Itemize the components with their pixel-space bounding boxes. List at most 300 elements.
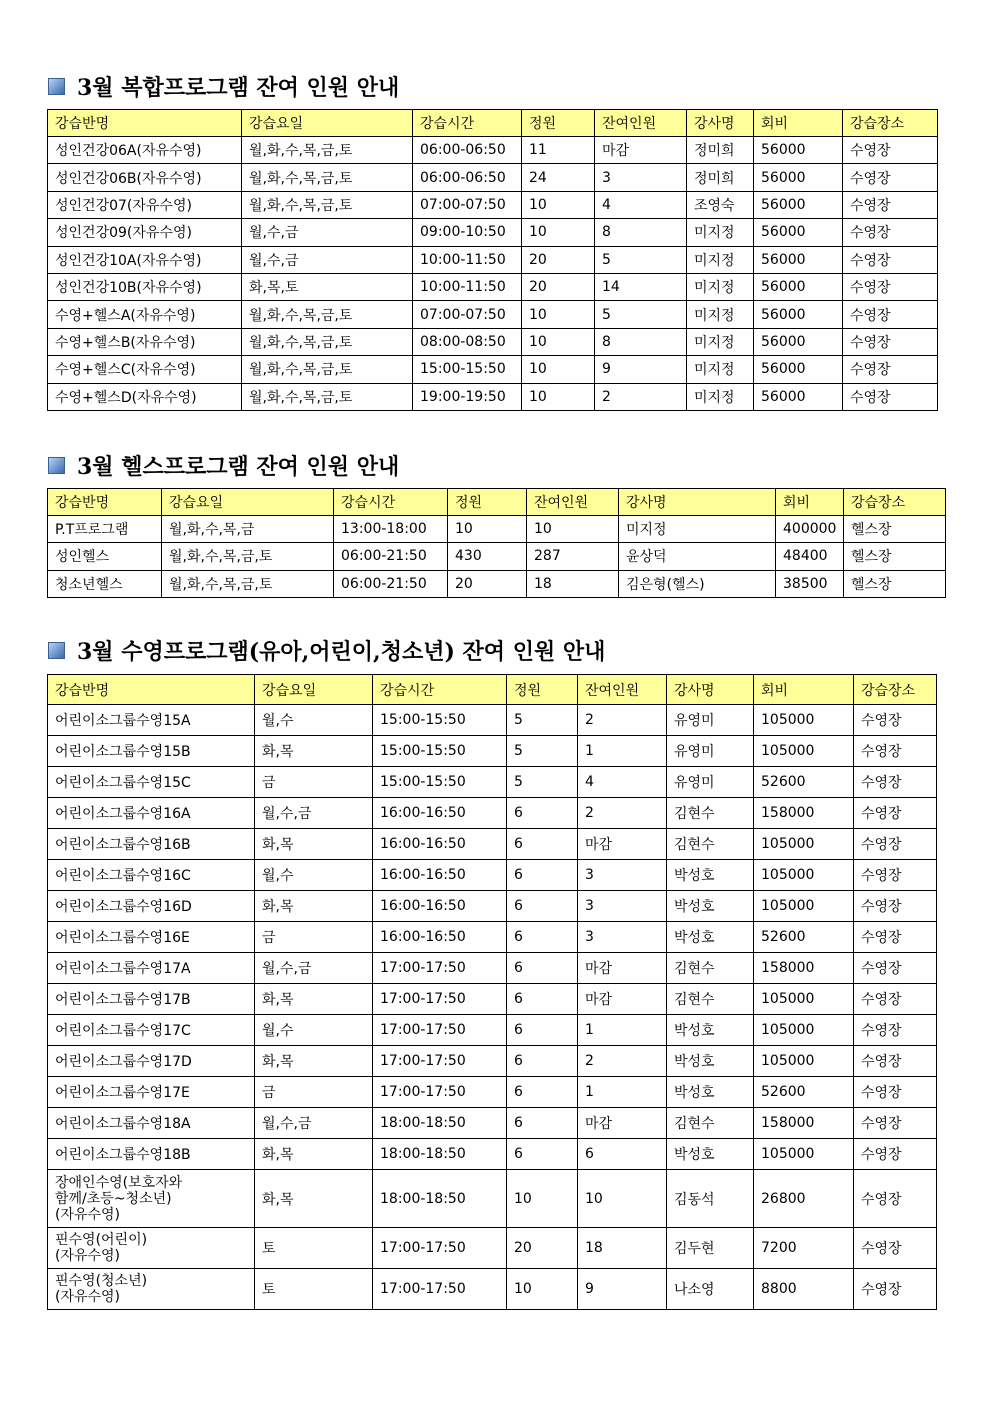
cell-class-name: 어린이소그룹수영15C <box>48 767 255 798</box>
cell-class-name: 성인건강10A(자유수영) <box>48 246 242 273</box>
cell-instructor: 미지정 <box>687 219 754 246</box>
cell-fee: 26800 <box>754 1170 854 1228</box>
cell-time: 17:00-17:50 <box>373 1228 507 1269</box>
column-header-location: 강습장소 <box>843 110 938 137</box>
cell-days: 토 <box>255 1269 373 1310</box>
cell-remaining: 1 <box>578 1077 667 1108</box>
cell-location: 수영장 <box>854 736 937 767</box>
cell-location: 수영장 <box>843 191 938 218</box>
cell-capacity: 6 <box>507 891 578 922</box>
cell-remaining: 5 <box>595 301 687 328</box>
cell-remaining: 마감 <box>595 137 687 164</box>
cell-instructor: 김동석 <box>667 1170 754 1228</box>
cell-remaining: 18 <box>578 1228 667 1269</box>
cell-class-name: 수영+헬스A(자유수영) <box>48 301 242 328</box>
cell-capacity: 10 <box>522 383 595 410</box>
cell-days: 월,수 <box>255 1015 373 1046</box>
cell-fee: 52600 <box>754 767 854 798</box>
cell-class-name: 핀수영(청소년) (자유수영) <box>48 1269 255 1310</box>
cell-days: 월,화,수,목,금,토 <box>242 164 413 191</box>
cell-fee: 105000 <box>754 1046 854 1077</box>
cell-capacity: 20 <box>522 246 595 273</box>
cell-time: 07:00-07:50 <box>413 191 522 218</box>
cell-instructor: 김현수 <box>667 1108 754 1139</box>
column-header-time: 강습시간 <box>373 675 507 705</box>
cell-class-name: 어린이소그룹수영18B <box>48 1139 255 1170</box>
cell-time: 16:00-16:50 <box>373 829 507 860</box>
table-row <box>48 246 938 273</box>
cell-class-name: 성인건강10B(자유수영) <box>48 273 242 300</box>
cell-remaining: 2 <box>578 798 667 829</box>
cell-instructor: 윤상덕 <box>619 543 776 570</box>
cell-location: 수영장 <box>854 1170 937 1228</box>
column-header-remaining: 잔여인원 <box>527 489 619 516</box>
cell-days: 금 <box>255 767 373 798</box>
table-row <box>48 1046 937 1077</box>
cell-fee: 56000 <box>754 328 843 355</box>
cell-time: 16:00-16:50 <box>373 922 507 953</box>
cell-time: 10:00-11:50 <box>413 246 522 273</box>
cell-class-name: 어린이소그룹수영18A <box>48 1108 255 1139</box>
table-row <box>48 1269 937 1310</box>
column-header-instructor: 강사명 <box>619 489 776 516</box>
cell-location: 수영장 <box>843 164 938 191</box>
cell-capacity: 11 <box>522 137 595 164</box>
table-row <box>48 516 946 543</box>
column-header-capacity: 정원 <box>522 110 595 137</box>
cell-capacity: 10 <box>507 1269 578 1310</box>
table-row <box>48 1228 937 1269</box>
cell-class-name: 성인헬스 <box>48 543 162 570</box>
cell-capacity: 6 <box>507 984 578 1015</box>
blue-square-bullet-icon <box>48 642 65 659</box>
cell-location: 수영장 <box>854 798 937 829</box>
cell-class-name: 어린이소그룹수영17C <box>48 1015 255 1046</box>
column-header-instructor: 강사명 <box>687 110 754 137</box>
cell-class-name: 수영+헬스B(자유수영) <box>48 328 242 355</box>
table-row <box>48 829 937 860</box>
cell-remaining: 18 <box>527 570 619 597</box>
cell-location: 수영장 <box>854 1269 937 1310</box>
cell-fee: 158000 <box>754 798 854 829</box>
cell-class-name: 핀수영(어린이) (자유수영) <box>48 1228 255 1269</box>
cell-location: 헬스장 <box>844 516 946 543</box>
cell-instructor: 미지정 <box>687 383 754 410</box>
table-row <box>48 273 938 300</box>
cell-remaining: 마감 <box>578 953 667 984</box>
section-title-complex <box>48 71 399 102</box>
cell-instructor: 유영미 <box>667 736 754 767</box>
section-title-text: 3월 헬스프로그램 잔여 인원 안내 <box>77 454 400 480</box>
cell-location: 수영장 <box>843 356 938 383</box>
cell-remaining: 14 <box>595 273 687 300</box>
cell-fee: 52600 <box>754 922 854 953</box>
swim-program-table <box>47 674 937 1310</box>
cell-fee: 105000 <box>754 705 854 736</box>
cell-instructor: 김두현 <box>667 1228 754 1269</box>
cell-time: 06:00-06:50 <box>413 137 522 164</box>
column-header-instructor: 강사명 <box>667 675 754 705</box>
cell-instructor: 박성호 <box>667 860 754 891</box>
table-row <box>48 922 937 953</box>
cell-days: 월,화,수,목,금,토 <box>162 570 334 597</box>
cell-capacity: 6 <box>507 860 578 891</box>
cell-fee: 56000 <box>754 273 843 300</box>
cell-remaining: 6 <box>578 1139 667 1170</box>
cell-remaining: 마감 <box>578 984 667 1015</box>
cell-class-name: 어린이소그룹수영16E <box>48 922 255 953</box>
cell-time: 13:00-18:00 <box>334 516 448 543</box>
cell-time: 06:00-21:50 <box>334 570 448 597</box>
cell-days: 화,목 <box>255 891 373 922</box>
cell-fee: 56000 <box>754 191 843 218</box>
cell-time: 15:00-15:50 <box>413 356 522 383</box>
cell-instructor: 정미희 <box>687 137 754 164</box>
cell-class-name: 성인건강07(자유수영) <box>48 191 242 218</box>
table-row <box>48 767 937 798</box>
blue-square-bullet-icon <box>48 78 65 95</box>
cell-capacity: 6 <box>507 829 578 860</box>
cell-days: 화,목 <box>255 1046 373 1077</box>
cell-class-name: 성인건강06A(자유수영) <box>48 137 242 164</box>
cell-location: 헬스장 <box>844 570 946 597</box>
cell-class-name: 어린이소그룹수영17B <box>48 984 255 1015</box>
cell-location: 수영장 <box>854 1108 937 1139</box>
cell-days: 월,화,수,목,금,토 <box>242 301 413 328</box>
table-row <box>48 705 937 736</box>
table-row <box>48 219 938 246</box>
cell-days: 월,화,수,목,금 <box>162 516 334 543</box>
cell-fee: 158000 <box>754 1108 854 1139</box>
cell-instructor: 박성호 <box>667 1015 754 1046</box>
cell-instructor: 미지정 <box>619 516 776 543</box>
cell-fee: 105000 <box>754 860 854 891</box>
cell-capacity: 6 <box>507 953 578 984</box>
cell-days: 화,목 <box>255 829 373 860</box>
column-header-capacity: 정원 <box>507 675 578 705</box>
cell-remaining: 3 <box>578 922 667 953</box>
cell-fee: 56000 <box>754 246 843 273</box>
cell-time: 06:00-21:50 <box>334 543 448 570</box>
cell-capacity: 10 <box>522 356 595 383</box>
cell-fee: 38500 <box>776 570 844 597</box>
cell-capacity: 20 <box>522 273 595 300</box>
column-header-fee: 회비 <box>754 675 854 705</box>
cell-capacity: 5 <box>507 705 578 736</box>
cell-capacity: 6 <box>507 1139 578 1170</box>
section-title-text: 3월 복합프로그램 잔여 인원 안내 <box>77 75 400 101</box>
table-row <box>48 301 938 328</box>
column-header-fee: 회비 <box>776 489 844 516</box>
cell-instructor: 박성호 <box>667 891 754 922</box>
cell-class-name: 어린이소그룹수영15A <box>48 705 255 736</box>
cell-capacity: 10 <box>522 191 595 218</box>
section-title-swim <box>48 635 605 666</box>
cell-days: 금 <box>255 1077 373 1108</box>
cell-class-name: 성인건강09(자유수영) <box>48 219 242 246</box>
cell-remaining: 3 <box>578 891 667 922</box>
cell-capacity: 20 <box>448 570 527 597</box>
column-header-days: 강습요일 <box>242 110 413 137</box>
cell-remaining: 9 <box>595 356 687 383</box>
cell-days: 화,목 <box>255 984 373 1015</box>
cell-time: 17:00-17:50 <box>373 953 507 984</box>
cell-remaining: 8 <box>595 219 687 246</box>
cell-capacity: 10 <box>522 219 595 246</box>
cell-fee: 56000 <box>754 137 843 164</box>
table-row <box>48 191 938 218</box>
cell-days: 금 <box>255 922 373 953</box>
table-row <box>48 1015 937 1046</box>
section-title-health <box>48 450 399 481</box>
cell-capacity: 6 <box>507 1046 578 1077</box>
cell-instructor: 미지정 <box>687 328 754 355</box>
cell-capacity: 6 <box>507 798 578 829</box>
cell-days: 화,목 <box>255 736 373 767</box>
table-row <box>48 543 946 570</box>
cell-location: 수영장 <box>854 922 937 953</box>
cell-location: 수영장 <box>843 219 938 246</box>
cell-fee: 105000 <box>754 1015 854 1046</box>
cell-remaining: 287 <box>527 543 619 570</box>
column-header-remaining: 잔여인원 <box>578 675 667 705</box>
table-header-row <box>48 110 938 137</box>
cell-days: 월,수 <box>255 860 373 891</box>
cell-capacity: 24 <box>522 164 595 191</box>
cell-days: 월,수 <box>255 705 373 736</box>
table-row <box>48 891 937 922</box>
cell-remaining: 1 <box>578 736 667 767</box>
cell-location: 수영장 <box>843 137 938 164</box>
cell-location: 수영장 <box>854 705 937 736</box>
cell-capacity: 10 <box>448 516 527 543</box>
cell-days: 화,목 <box>255 1139 373 1170</box>
cell-location: 수영장 <box>854 953 937 984</box>
column-header-days: 강습요일 <box>162 489 334 516</box>
cell-time: 16:00-16:50 <box>373 798 507 829</box>
cell-class-name: 성인건강06B(자유수영) <box>48 164 242 191</box>
column-header-location: 강습장소 <box>854 675 937 705</box>
cell-time: 17:00-17:50 <box>373 984 507 1015</box>
cell-location: 수영장 <box>854 1046 937 1077</box>
cell-class-name: 어린이소그룹수영16A <box>48 798 255 829</box>
cell-location: 수영장 <box>854 860 937 891</box>
cell-location: 수영장 <box>843 273 938 300</box>
cell-remaining: 10 <box>578 1170 667 1228</box>
column-header-class-name: 강습반명 <box>48 489 162 516</box>
cell-instructor: 미지정 <box>687 356 754 383</box>
column-header-days: 강습요일 <box>255 675 373 705</box>
cell-instructor: 조영숙 <box>687 191 754 218</box>
table-row <box>48 953 937 984</box>
cell-days: 월,수,금 <box>255 953 373 984</box>
cell-fee: 105000 <box>754 736 854 767</box>
cell-days: 월,수,금 <box>242 219 413 246</box>
cell-instructor: 김현수 <box>667 984 754 1015</box>
cell-remaining: 10 <box>527 516 619 543</box>
cell-capacity: 10 <box>507 1170 578 1228</box>
cell-class-name: 어린이소그룹수영15B <box>48 736 255 767</box>
cell-location: 수영장 <box>843 246 938 273</box>
cell-fee: 105000 <box>754 891 854 922</box>
cell-time: 18:00-18:50 <box>373 1139 507 1170</box>
cell-class-name: 어린이소그룹수영16C <box>48 860 255 891</box>
cell-instructor: 김현수 <box>667 953 754 984</box>
cell-remaining: 2 <box>578 1046 667 1077</box>
complex-program-table <box>47 109 938 411</box>
cell-location: 수영장 <box>843 383 938 410</box>
table-row <box>48 736 937 767</box>
cell-class-name: 장애인수영(보호자와 함께/초등~청소년) (자유수영) <box>48 1170 255 1228</box>
cell-days: 월,화,수,목,금,토 <box>242 328 413 355</box>
cell-fee: 56000 <box>754 301 843 328</box>
cell-location: 수영장 <box>843 328 938 355</box>
cell-class-name: 어린이소그룹수영17A <box>48 953 255 984</box>
cell-fee: 105000 <box>754 829 854 860</box>
cell-days: 월,화,수,목,금,토 <box>242 383 413 410</box>
cell-instructor: 박성호 <box>667 1046 754 1077</box>
table-row <box>48 137 938 164</box>
cell-instructor: 유영미 <box>667 767 754 798</box>
cell-fee: 105000 <box>754 984 854 1015</box>
cell-capacity: 5 <box>507 767 578 798</box>
cell-time: 18:00-18:50 <box>373 1108 507 1139</box>
cell-days: 화,목 <box>255 1170 373 1228</box>
cell-class-name: P.T프로그램 <box>48 516 162 543</box>
cell-class-name: 청소년헬스 <box>48 570 162 597</box>
cell-time: 15:00-15:50 <box>373 736 507 767</box>
cell-instructor: 김현수 <box>667 829 754 860</box>
cell-fee: 56000 <box>754 164 843 191</box>
cell-time: 16:00-16:50 <box>373 891 507 922</box>
cell-remaining: 1 <box>578 1015 667 1046</box>
cell-remaining: 3 <box>595 164 687 191</box>
cell-remaining: 마감 <box>578 1108 667 1139</box>
cell-instructor: 미지정 <box>687 301 754 328</box>
column-header-fee: 회비 <box>754 110 843 137</box>
column-header-time: 강습시간 <box>413 110 522 137</box>
cell-time: 17:00-17:50 <box>373 1269 507 1310</box>
cell-days: 화,목,토 <box>242 273 413 300</box>
cell-class-name: 수영+헬스D(자유수영) <box>48 383 242 410</box>
column-header-remaining: 잔여인원 <box>595 110 687 137</box>
column-header-location: 강습장소 <box>844 489 946 516</box>
table-row <box>48 1139 937 1170</box>
cell-time: 18:00-18:50 <box>373 1170 507 1228</box>
column-header-class-name: 강습반명 <box>48 675 255 705</box>
table-row <box>48 798 937 829</box>
cell-location: 수영장 <box>854 1228 937 1269</box>
cell-fee: 56000 <box>754 219 843 246</box>
cell-location: 수영장 <box>854 1077 937 1108</box>
cell-remaining: 3 <box>578 860 667 891</box>
cell-time: 15:00-15:50 <box>373 767 507 798</box>
cell-location: 수영장 <box>854 1139 937 1170</box>
cell-capacity: 6 <box>507 1015 578 1046</box>
table-row <box>48 383 938 410</box>
cell-location: 수영장 <box>854 891 937 922</box>
cell-time: 10:00-11:50 <box>413 273 522 300</box>
cell-fee: 105000 <box>754 1139 854 1170</box>
cell-instructor: 박성호 <box>667 1139 754 1170</box>
cell-remaining: 9 <box>578 1269 667 1310</box>
cell-capacity: 10 <box>522 328 595 355</box>
cell-fee: 7200 <box>754 1228 854 1269</box>
table-row <box>48 1170 937 1228</box>
cell-days: 월,수,금 <box>255 1108 373 1139</box>
cell-capacity: 10 <box>522 301 595 328</box>
cell-remaining: 2 <box>595 383 687 410</box>
cell-time: 07:00-07:50 <box>413 301 522 328</box>
table-row <box>48 1077 937 1108</box>
table-row <box>48 164 938 191</box>
cell-instructor: 김현수 <box>667 798 754 829</box>
table-header-row <box>48 675 937 705</box>
cell-remaining: 8 <box>595 328 687 355</box>
cell-location: 헬스장 <box>844 543 946 570</box>
cell-remaining: 5 <box>595 246 687 273</box>
cell-time: 17:00-17:50 <box>373 1046 507 1077</box>
cell-instructor: 미지정 <box>687 246 754 273</box>
table-row <box>48 328 938 355</box>
cell-time: 16:00-16:50 <box>373 860 507 891</box>
cell-location: 수영장 <box>854 829 937 860</box>
cell-fee: 52600 <box>754 1077 854 1108</box>
table-row <box>48 356 938 383</box>
cell-days: 월,화,수,목,금,토 <box>242 356 413 383</box>
cell-time: 15:00-15:50 <box>373 705 507 736</box>
cell-instructor: 박성호 <box>667 1077 754 1108</box>
cell-class-name: 어린이소그룹수영16D <box>48 891 255 922</box>
cell-location: 수영장 <box>854 767 937 798</box>
cell-capacity: 6 <box>507 1108 578 1139</box>
cell-instructor: 박성호 <box>667 922 754 953</box>
cell-time: 08:00-08:50 <box>413 328 522 355</box>
cell-days: 월,화,수,목,금,토 <box>242 137 413 164</box>
cell-class-name: 수영+헬스C(자유수영) <box>48 356 242 383</box>
cell-days: 월,수,금 <box>242 246 413 273</box>
cell-capacity: 6 <box>507 1077 578 1108</box>
column-header-class-name: 강습반명 <box>48 110 242 137</box>
cell-fee: 400000 <box>776 516 844 543</box>
cell-fee: 56000 <box>754 356 843 383</box>
cell-fee: 56000 <box>754 383 843 410</box>
cell-time: 17:00-17:50 <box>373 1015 507 1046</box>
cell-fee: 48400 <box>776 543 844 570</box>
cell-class-name: 어린이소그룹수영17E <box>48 1077 255 1108</box>
cell-fee: 8800 <box>754 1269 854 1310</box>
section-title-text: 3월 수영프로그램(유아,어린이,청소년) 잔여 인원 안내 <box>77 639 606 665</box>
cell-capacity: 430 <box>448 543 527 570</box>
table-row <box>48 570 946 597</box>
cell-remaining: 4 <box>578 767 667 798</box>
cell-instructor: 김은형(헬스) <box>619 570 776 597</box>
cell-days: 토 <box>255 1228 373 1269</box>
cell-days: 월,화,수,목,금,토 <box>162 543 334 570</box>
cell-location: 수영장 <box>854 1015 937 1046</box>
cell-time: 19:00-19:50 <box>413 383 522 410</box>
cell-fee: 158000 <box>754 953 854 984</box>
cell-capacity: 20 <box>507 1228 578 1269</box>
blue-square-bullet-icon <box>48 457 65 474</box>
cell-instructor: 정미희 <box>687 164 754 191</box>
cell-capacity: 6 <box>507 922 578 953</box>
column-header-capacity: 정원 <box>448 489 527 516</box>
cell-time: 06:00-06:50 <box>413 164 522 191</box>
cell-location: 수영장 <box>843 301 938 328</box>
cell-time: 17:00-17:50 <box>373 1077 507 1108</box>
cell-days: 월,화,수,목,금,토 <box>242 191 413 218</box>
